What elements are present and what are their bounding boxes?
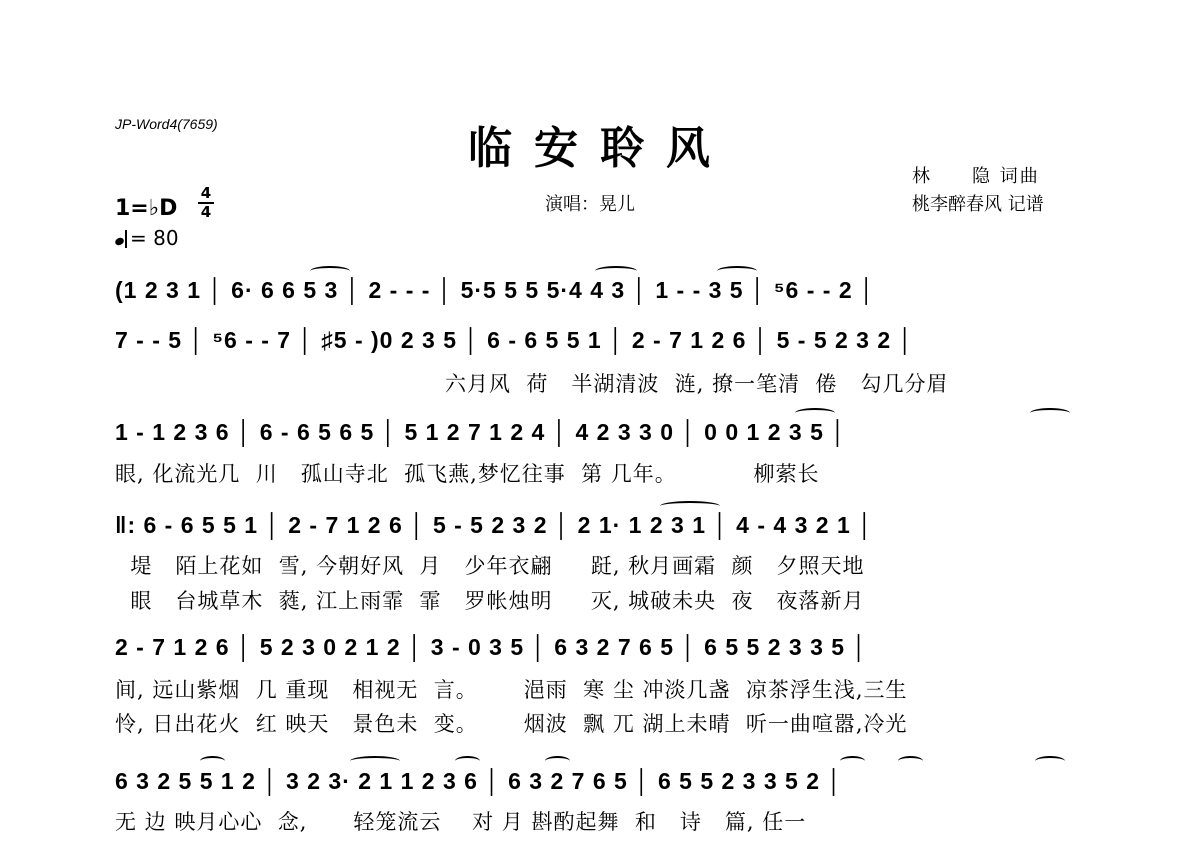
time-signature-bottom: 4 (200, 203, 212, 221)
singer-credit: 演唱：晃儿 (545, 194, 635, 215)
score-line-5: 2 - 7 1 2 6 │ 5 2 3 0 2 1 2 │ 3 - 0 3 5 │ 6 3 2 7 6 5 │ 6 5 5 2 3 3 5 │ (115, 634, 868, 660)
lyric-line-4-verse-2: 眼 台城草木 蕤, 江上雨霏 霏 罗帐烛明 灭, 城破未央 夜 夜落新月 (115, 589, 865, 613)
time-signature-top: 4 (200, 184, 212, 202)
lyric-line-4-verse-1: 堤 陌上花如 雪, 今朝好风 月 少年衣翩 跹, 秋月画霜 颜 夕照天地 (115, 554, 865, 578)
tie-mark (660, 501, 720, 511)
tempo-marking (115, 226, 179, 250)
score-credit: 桃李醉春风 记谱 (912, 194, 1044, 215)
tie-mark (200, 756, 225, 766)
tie-mark (310, 266, 350, 276)
tie-mark (898, 756, 923, 766)
time-signature (198, 186, 214, 220)
score-line-2: 7 - - 5 │ ⁵6 - - 7 │ ♯5 - )0 2 3 5 │ 6 - 6 5 5 1 │ 2 - 7 1 2 6 │ 5 - 5 2 3 2 │ (115, 327, 914, 353)
tie-mark (455, 756, 480, 766)
quarter-note-icon (114, 236, 125, 246)
tie-mark (1035, 756, 1065, 766)
song-title: 临安聆风 (468, 123, 732, 174)
tie-mark (717, 266, 757, 276)
tie-mark (1030, 408, 1070, 418)
tempo-value: = 80 (130, 226, 179, 250)
tie-mark (840, 756, 865, 766)
lyric-line-6: 无 边 映月心心 念, 轻笼流云 对 月 斟酌起舞 和 诗 篇, 任一 (115, 810, 807, 834)
lyric-line-3: 眼, 化流光几 川 孤山寺北 孤飞燕,梦忆往事 第 几年。 柳萦长 (115, 462, 820, 486)
tie-mark (595, 266, 637, 276)
note-stem-icon (125, 230, 127, 248)
tie-mark (350, 756, 400, 766)
tie-mark (795, 408, 835, 418)
lyrics-credit: 林 隐 词曲 (912, 166, 1040, 187)
score-line-3: 1 - 1 2 3 6 │ 6 - 6 5 6 5 │ 5 1 2 7 1 2 4 │ 4 2 3 3 0 │ 0 0 1 2 3 5 │ (115, 419, 847, 445)
lyric-line-5-verse-2: 怜, 日出花火 红 映天 景色未 变。 烟波 飘 兀 湖上未晴 听一曲喧嚣,冷光 (115, 712, 908, 736)
lyric-line-5-verse-1: 间, 远山紫烟 几 重现 相视无 言。 浥雨 寒 尘 冲淡几盏 凉茶浮生浅,三生 (115, 678, 908, 702)
software-label: JP-Word4(7659) (115, 116, 218, 132)
score-line-4: ‖: 6 - 6 5 5 1 │ 2 - 7 1 2 6 │ 5 - 5 2 3 2 │ 2 1· 1 2 3 1 │ 4 - 4 3 2 1 │ (115, 512, 874, 538)
score-line-6: 6 3 2 5 5 1 2 │ 3 2 3· 2 1 1 2 3 6 │ 6 3 2 7 6 5 │ 6 5 5 2 3 3 5 2 │ (115, 768, 843, 794)
score-line-1: (1 2 3 1 │ 6· 6 6 5 3 │ 2 - - - │ 5·5 5 5 5·4 4 3 │ 1 - - 3 5 │ ⁵6 - - 2 │ (115, 277, 876, 303)
key-signature: 1=♭D (115, 196, 178, 221)
lyric-line-2: 六月风 荷 半湖清波 涟, 撩一笔清 倦 勾几分眉 (445, 372, 949, 396)
tie-mark (545, 756, 570, 766)
